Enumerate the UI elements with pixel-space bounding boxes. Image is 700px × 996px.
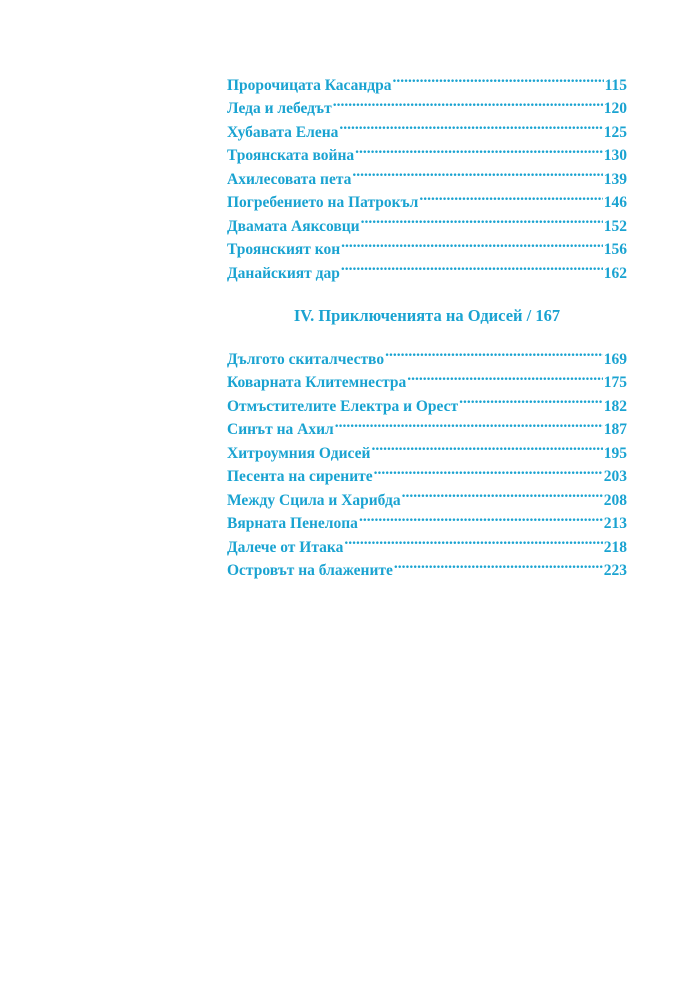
- toc-entry-page: 187: [603, 421, 627, 438]
- toc-entry-page: 218: [603, 538, 627, 556]
- dot-leader: [394, 552, 603, 576]
- dot-leader: [355, 137, 603, 161]
- toc-entry-title: Синът на Ахил: [227, 421, 334, 438]
- toc-entry-page: 139: [603, 170, 627, 188]
- toc-entry-page: 175: [603, 374, 627, 391]
- toc-entry-page: 162: [603, 264, 627, 282]
- dot-leader: [333, 90, 603, 114]
- dot-leader: [341, 254, 603, 278]
- dot-leader: [359, 505, 603, 529]
- dot-leader: [385, 340, 603, 364]
- toc-entry-page: 208: [603, 491, 627, 509]
- dot-leader: [344, 528, 602, 552]
- dot-leader: [374, 458, 603, 482]
- dot-leader: [393, 66, 604, 90]
- toc-entry-title: Троянският кон: [227, 241, 341, 258]
- toc-entry-title: Пророчицата Касандра: [227, 76, 392, 94]
- toc-entry-title: Хитроумния Одисей: [227, 444, 371, 462]
- toc-list-part-4: [227, 340, 627, 579]
- section-heading: IV. Приключенията на Одисей / 167: [293, 306, 561, 325]
- toc-entry-title: Погребението на Патрокъл: [227, 194, 419, 211]
- toc-entry[interactable]: [227, 340, 627, 368]
- dot-leader: [407, 364, 603, 388]
- dot-leader: [371, 434, 602, 458]
- dot-leader: [335, 411, 603, 435]
- toc-entry-title: Коварната Клитемнестра: [227, 374, 407, 391]
- toc-entry-title: Троянската война: [227, 147, 355, 164]
- toc-entry-title: Данайският дар: [227, 264, 340, 282]
- toc-entry-page: 213: [603, 515, 627, 532]
- toc-entry-page: 195: [603, 444, 627, 462]
- dot-leader: [402, 481, 603, 505]
- toc-entry-title: Двамата Аяксовци: [227, 217, 360, 235]
- toc-entry-title: Вярната Пенелопа: [227, 515, 358, 532]
- toc-entry-page: 130: [603, 147, 627, 164]
- dot-leader: [361, 207, 603, 231]
- dot-leader: [339, 113, 602, 137]
- toc-entry-title: Дългото скиталчество: [227, 350, 385, 368]
- toc-entry-title: Между Сцила и Харибда: [227, 491, 401, 509]
- toc-entry-title: Хубавата Елена: [227, 123, 339, 141]
- toc-entry-page: 203: [603, 468, 627, 485]
- toc-entry-page: 156: [603, 241, 627, 258]
- toc-entry-page: 223: [603, 562, 627, 579]
- toc-entry-title: Ахилесовата пета: [227, 170, 352, 188]
- toc-entry-page: 125: [603, 123, 627, 141]
- dot-leader: [419, 184, 602, 208]
- toc-entry-title: Островът на блажените: [227, 562, 393, 579]
- toc-entry-page: 120: [603, 100, 627, 117]
- toc-entry-page: 146: [603, 194, 627, 211]
- toc-entry-title: Отмъстителите Електра и Орест: [227, 397, 459, 415]
- dot-leader: [352, 160, 602, 184]
- toc-entry-title: Далече от Итака: [227, 538, 344, 556]
- dot-leader: [341, 231, 603, 255]
- toc-list-part-3: [227, 66, 627, 282]
- toc-entry-title: Песента на сирените: [227, 468, 373, 485]
- toc-entry-title: Леда и лебедът: [227, 100, 332, 117]
- toc-entry[interactable]: [227, 66, 627, 94]
- toc-entry-page: 182: [603, 397, 627, 415]
- toc-entry-page: 152: [603, 217, 627, 235]
- toc-entry-page: 169: [603, 350, 627, 368]
- dot-leader: [459, 387, 603, 411]
- toc-entry-page: 115: [604, 76, 627, 94]
